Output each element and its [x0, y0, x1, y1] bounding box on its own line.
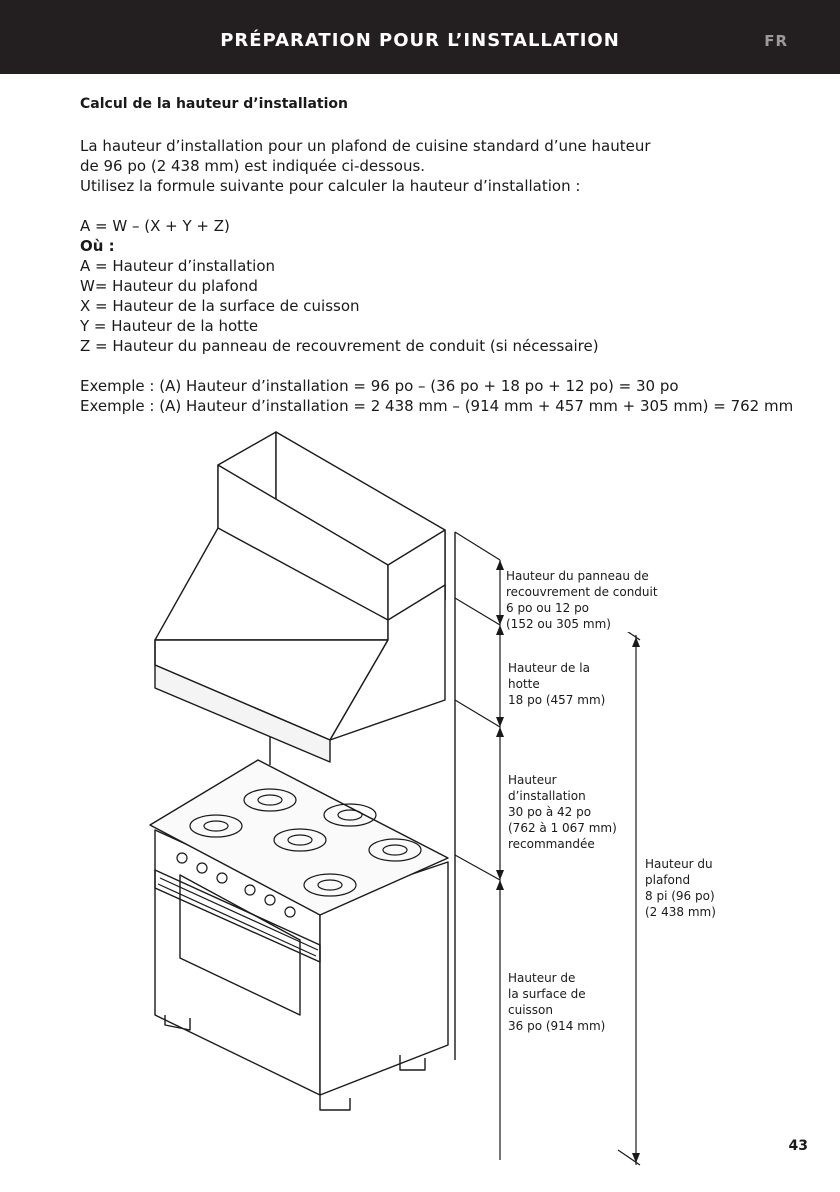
cooktop-height-label: Hauteur de la surface de cuisson 36 po (914 mm): [508, 971, 606, 1033]
definition-z: Z = Hauteur du panneau de recouvrement de conduit (si nécessaire): [80, 337, 599, 355]
knob: [245, 885, 255, 895]
duct-cover-height-label: Hauteur du panneau de recouvrement de conduit 6 po ou 12 po (152 ou 305 mm): [506, 569, 658, 631]
definition-a: A = Hauteur d’installation: [80, 257, 276, 275]
where-label: Où :: [80, 237, 115, 255]
language-code: FR: [764, 32, 788, 50]
installation-diagram: [0, 420, 840, 1180]
arrowhead: [496, 625, 504, 635]
example-metric: Exemple : (A) Hauteur d’installation = 2 438 mm – (914 mm + 457 mm + 305 mm) = 762 mm: [80, 397, 794, 415]
installation-height-label: Hauteur d’installation 30 po à 42 po (762 à 1 067 mm) recommandée: [508, 773, 617, 851]
formula: A = W – (X + Y + Z): [80, 217, 230, 235]
definition-y: Y = Hauteur de la hotte: [80, 317, 259, 335]
page-header: [0, 0, 840, 74]
section-title: Calcul de la hauteur d’installation: [80, 96, 348, 112]
intro-line: de 96 po (2 438 mm) est indiquée ci-dessous.: [80, 157, 426, 175]
definition-x: X = Hauteur de la surface de cuisson: [80, 297, 360, 315]
arrowhead: [496, 727, 504, 737]
range-foot: [320, 1095, 350, 1110]
main-content: [80, 94, 820, 416]
dim-ext-top: [455, 532, 500, 560]
arrowhead: [632, 1153, 640, 1163]
intro-line: La hauteur d’installation pour un plafond de cuisine standard d’une hauteur: [80, 137, 651, 155]
intro-line: Utilisez la formule suivante pour calculer la hauteur d’installation :: [80, 177, 581, 195]
arrowhead: [496, 880, 504, 890]
knob: [265, 895, 275, 905]
page-title: PRÉPARATION POUR L’INSTALLATION: [220, 30, 620, 51]
knob: [177, 853, 187, 863]
dim-ext-hood: [455, 700, 500, 727]
ceiling-height-label: Hauteur du plafond 8 pi (96 po) (2 438 mm): [645, 857, 716, 919]
knob: [285, 907, 295, 917]
knob: [217, 873, 227, 883]
page-number: 43: [788, 1138, 808, 1154]
example-imperial: Exemple : (A) Hauteur d’installation = 96 po – (36 po + 18 po + 12 po) = 30 po: [80, 377, 679, 395]
dim-ext-duct: [455, 598, 500, 625]
arrowhead: [496, 560, 504, 570]
range-hood-illustration: [0, 420, 840, 1180]
dim-ext-counter: [455, 855, 500, 880]
definition-w: W= Hauteur du plafond: [80, 277, 258, 295]
hood-height-label: Hauteur de la hotte 18 po (457 mm): [508, 661, 606, 707]
knob: [197, 863, 207, 873]
